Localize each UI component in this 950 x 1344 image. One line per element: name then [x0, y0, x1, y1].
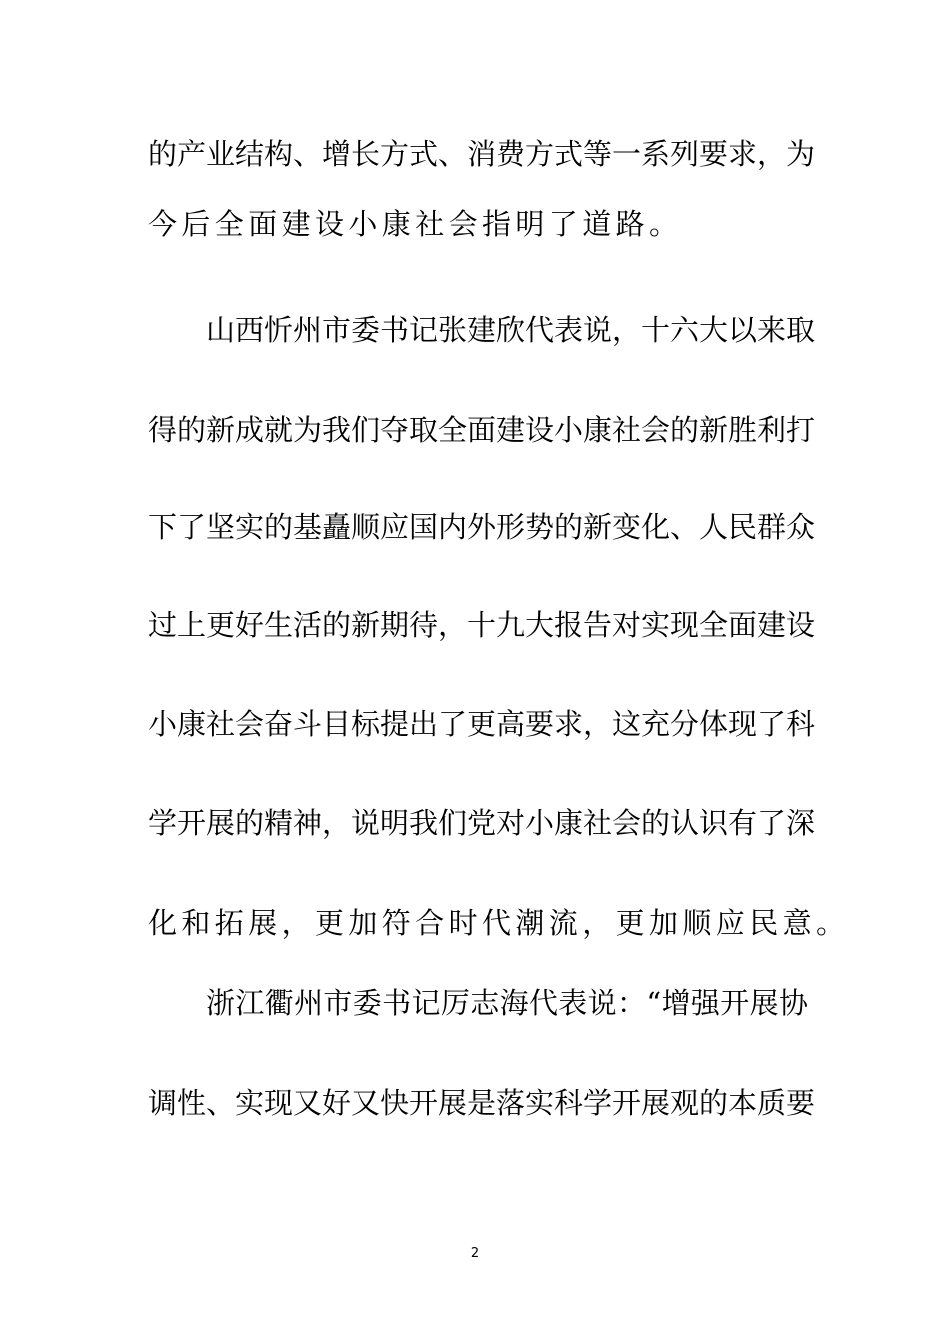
page-number: 2	[470, 1246, 480, 1261]
body-text-line: 过上更好生活的新期待，十九大报告对实现全面建设	[148, 608, 816, 642]
body-text-line: 调性、实现又好又快开展是落实科学开展观的本质要	[148, 1086, 816, 1120]
body-text-line: 得的新成就为我们夺取全面建设小康社会的新胜利打	[148, 413, 816, 447]
body-text-line: 今后全面建设小康社会指明了道路。	[148, 207, 683, 241]
body-text-line: 的产业结构、增长方式、消费方式等一系列要求，为	[148, 137, 816, 171]
body-text-line: 下了坚实的基矗顺应国内外形势的新变化、人民群众	[148, 510, 816, 544]
body-text-line: 浙江衢州市委书记厉志海代表说：“增强开展协	[206, 986, 808, 1020]
body-text-line: 化和拓展，更加符合时代潮流，更加顺应民意。	[148, 906, 850, 940]
body-text-line: 小康社会奋斗目标提出了更高要求，这充分体现了科	[148, 707, 816, 741]
body-text-line: 学开展的精神，说明我们党对小康社会的认识有了深	[148, 806, 816, 840]
body-text-line: 山西忻州市委书记张建欣代表说，十六大以来取	[206, 313, 816, 347]
